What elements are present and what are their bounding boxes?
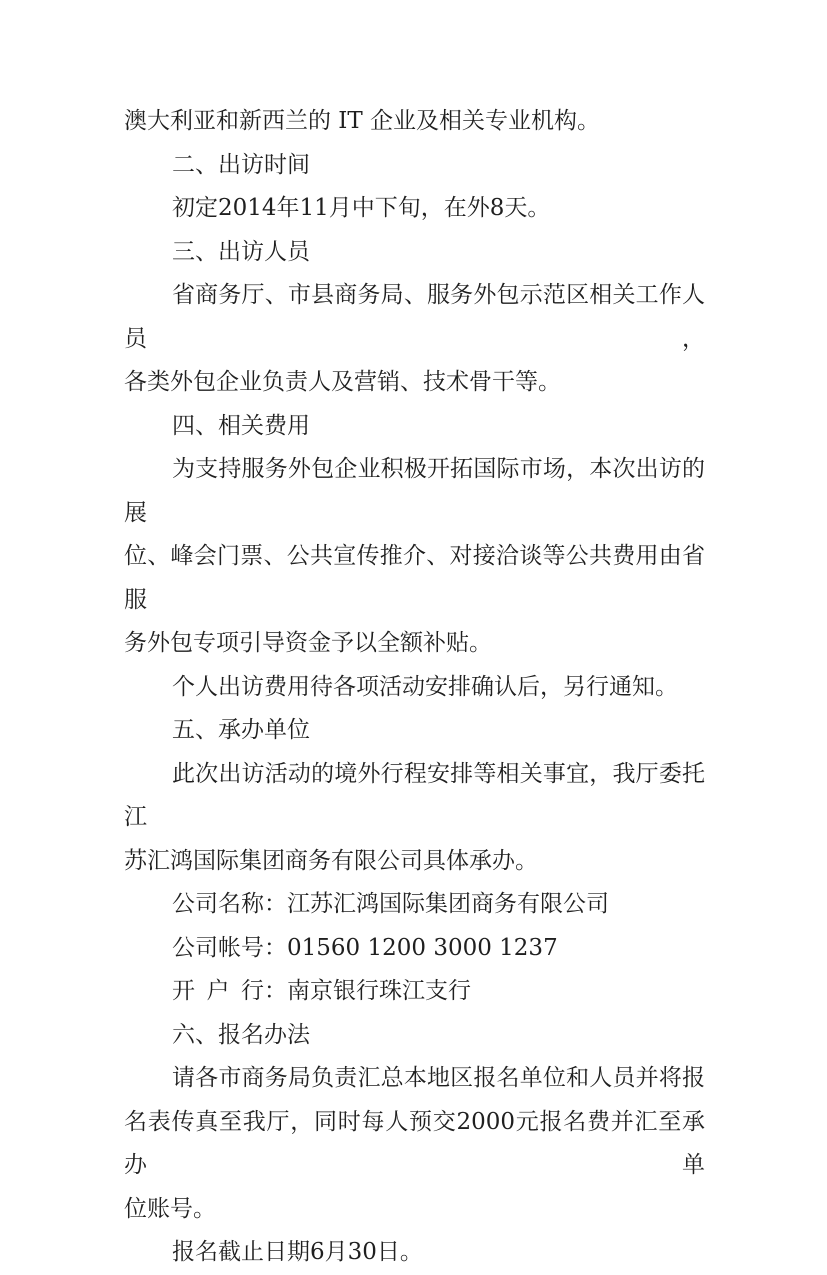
text-line: 初定2014年11月中下旬，在外8天。 xyxy=(172,195,551,221)
text-line: 务外包专项引导资金予以全额补贴。 xyxy=(124,630,492,656)
text-line: 开 户 行：南京银行珠江支行 xyxy=(172,978,471,1004)
text-line: 报名截止日期6月30日。 xyxy=(172,1239,423,1265)
text-line: 苏汇鸿国际集团商务有限公司具体承办。 xyxy=(124,847,538,874)
text-line: 六、报名办法 xyxy=(172,1021,310,1048)
text-line: 公司名称：江苏汇鸿国际集团商务有限公司 xyxy=(172,891,609,917)
text-line: 五、承办单位 xyxy=(172,717,310,743)
text-line: 为支持服务外包企业积极开拓国际市场，本次出访的展 xyxy=(124,456,705,526)
text-line: 省商务厅、市县商务局、服务外包示范区相关工作人员， xyxy=(124,282,705,352)
text-line: 四、相关费用 xyxy=(172,412,310,439)
text-line: 个人出访费用待各项活动安排确认后，另行通知。 xyxy=(172,673,678,700)
text-line: 位、峰会门票、公共宣传推介、对接洽谈等公共费用由省服 xyxy=(124,543,705,613)
text-line: 二、出访时间 xyxy=(172,151,310,178)
text-line: 此次出访活动的境外行程安排等相关事宜，我厅委托江 xyxy=(124,760,705,830)
text-line: 公司帐号：01560 1200 3000 1237 xyxy=(172,934,558,961)
text-line: 名表传真至我厅，同时每人预交2000元报名费并汇至承办单 xyxy=(124,1108,705,1178)
text-line: 三、出访人员 xyxy=(172,238,310,265)
text-line: 各类外包企业负责人及营销、技术骨干等。 xyxy=(124,369,561,395)
document-body xyxy=(124,100,705,1275)
text-line: 位账号。 xyxy=(124,1195,216,1222)
text-line: 请各市商务局负责汇总本地区报名单位和人员并将报 xyxy=(172,1065,705,1091)
text-line: 澳大利亚和新西兰的 IT 企业及相关专业机构。 xyxy=(124,108,601,134)
